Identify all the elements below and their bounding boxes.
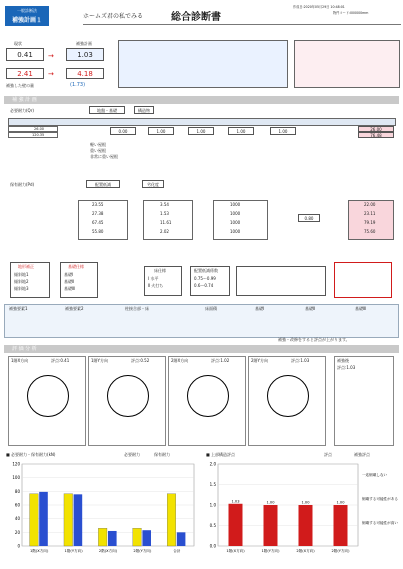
- section-analysis: 評 価 分 析: [4, 345, 399, 353]
- flow2-c2r3: 2.02: [160, 229, 169, 234]
- y-tick-label: 20: [14, 529, 20, 535]
- flow2-c2r0: 3.54: [160, 202, 169, 207]
- band-col-2: 柱接合部・床: [125, 306, 149, 311]
- increase-value: (1.73): [70, 82, 86, 88]
- flow1-box1: 地盤・基礎: [89, 106, 125, 114]
- radar-2-title: 1階Y方向: [91, 358, 108, 363]
- flow2-r3: 55.80: [92, 229, 104, 234]
- y-tick-label: 2.0: [209, 461, 216, 467]
- band-col-6: 基礎Ⅲ: [355, 306, 366, 311]
- y-tick-label: 0.5: [209, 523, 216, 528]
- score-bar: [299, 505, 313, 546]
- flow2: [4, 180, 399, 256]
- plan-score: 1.03: [66, 48, 104, 61]
- chart-left-legend-0: 必要耐力: [124, 452, 140, 457]
- x-tick-label: 合計: [173, 549, 181, 553]
- flow1-table: [8, 118, 396, 170]
- chart-right-legend-1: 補強評点: [354, 452, 370, 457]
- required-bar: [167, 494, 176, 546]
- radar-1-title: 1階X方向: [11, 358, 29, 363]
- radar-1-score: 評点:0.41: [51, 358, 70, 363]
- data-label: 1.00: [336, 500, 345, 505]
- header: [3, 3, 400, 35]
- flow2-c2r1: 1.53: [160, 211, 169, 216]
- radar-2: [88, 356, 166, 446]
- flow1-val-1: 120.35: [32, 133, 45, 137]
- required-bar: [98, 528, 107, 546]
- score-bar: [334, 505, 348, 546]
- zone-label: 倒壊する可能性が高い: [362, 521, 398, 525]
- flow2-r0: 23.55: [92, 202, 104, 207]
- radar-5-title: 補強後: [337, 358, 349, 363]
- radar-3-title: 2階X方向: [171, 358, 189, 363]
- summary-panel: [4, 40, 116, 90]
- factors-row: [4, 262, 399, 302]
- opt3-0: Ⅰ 水平: [148, 276, 159, 281]
- flow1-result-1: 76.48: [358, 132, 394, 138]
- x-tick-label: 2階(Y方向): [133, 549, 152, 553]
- y-tick-label: 40: [14, 516, 20, 522]
- band-col-4: 基礎Ⅰ: [255, 306, 265, 311]
- band-col-0: 補強要素1: [9, 306, 28, 311]
- flow2-res0: 22.00: [364, 202, 376, 207]
- flow2-c3r3: 1000: [230, 229, 241, 234]
- id-line: 物件コード:000000mm: [333, 11, 369, 15]
- radar-4-score: 評点:1.03: [291, 358, 310, 363]
- legend-band: [4, 304, 399, 338]
- radar-5-score: 評点:1.03: [337, 365, 356, 370]
- data-label: 1.03: [231, 499, 240, 504]
- chart-left: [4, 452, 200, 566]
- flow1-header-row: [8, 118, 396, 126]
- flow2-r1: 27.38: [92, 211, 104, 216]
- radar-4-title: 2階Y方向: [251, 358, 268, 363]
- flow2-mid: 0.80: [298, 214, 320, 222]
- factor-label-4: 配置低減係数: [194, 268, 218, 273]
- factor-grid: [236, 266, 326, 296]
- chart-left-title: ■ 必要耐力・保有耐力(kN): [6, 452, 56, 457]
- radar-3: [168, 356, 246, 446]
- flow1-val-2: 26.00: [34, 127, 45, 131]
- flow1-mult-2: 1.00: [148, 127, 174, 135]
- y-tick-label: 1.5: [209, 482, 216, 487]
- section-plan: 補 強 計 画: [4, 96, 399, 104]
- data-label: 1.00: [266, 500, 275, 505]
- flow1-mult-4: 1.00: [228, 127, 254, 135]
- page-title: 総合診断書: [171, 12, 221, 23]
- arrow-right-icon: →: [48, 70, 54, 78]
- flow1-note-2: 重い屋根: [90, 148, 106, 153]
- radar-1: [8, 356, 86, 446]
- structure-score-chart: [204, 460, 399, 564]
- factor-label-2: 基礎仕様: [68, 264, 84, 269]
- holding-bar: [39, 492, 48, 546]
- x-tick-label: 1階(Y方向): [64, 549, 83, 553]
- opt1-1: 傾斜地2: [14, 279, 29, 284]
- flow2-col3: [213, 200, 268, 240]
- x-tick-label: 1階(X方向): [226, 549, 245, 553]
- badge-main: 補強計画１: [11, 17, 42, 24]
- flow1-note-3: 非常に重い屋根: [90, 154, 118, 159]
- flow2-res2: 79.19: [364, 220, 376, 225]
- radar-2-score: 評点:0.52: [131, 358, 150, 363]
- radar-2-circle: [107, 375, 149, 417]
- flow2-box-a: 配置低減: [86, 180, 120, 188]
- plan-label: 補強計画: [76, 41, 92, 46]
- chart-right-title: ■ 上部構造評点: [206, 452, 236, 457]
- date-line: 作成日:2020年05月29日 10:48:01: [293, 5, 345, 9]
- radar-4: [248, 356, 326, 446]
- required-bar: [64, 494, 73, 546]
- range-to: 4.18: [66, 68, 104, 79]
- radar-row: [4, 356, 399, 448]
- holding-bar: [177, 532, 186, 546]
- zone-label: 倒壊する可能性がある: [362, 497, 398, 501]
- x-tick-label: 2階(Y方向): [331, 549, 350, 553]
- data-label: 1.00: [301, 500, 310, 505]
- band-col-5: 基礎Ⅱ: [305, 306, 315, 311]
- chart-left-legend-1: 保有耐力: [154, 452, 170, 457]
- band-col-3: 床面積: [205, 306, 217, 311]
- flow1-mult-5: 1.00: [270, 127, 296, 135]
- x-tick-label: 1階(X方向): [30, 549, 49, 553]
- y-tick-label: 60: [14, 502, 20, 508]
- factor-label-3: 床仕様: [154, 268, 166, 273]
- flow1: [4, 106, 399, 172]
- x-tick-label: 1階(Y方向): [261, 549, 280, 553]
- flow1-box2: 構造物: [134, 106, 154, 114]
- factor-box-red: [334, 262, 392, 298]
- note-bubble: 補強・改修をすると評点が上がります。: [278, 337, 350, 342]
- plan-badge: [5, 6, 49, 26]
- opt2-1: 基礎Ⅱ: [64, 279, 74, 284]
- zone-label: 一応倒壊しない: [362, 473, 388, 477]
- flow2-table: [8, 200, 396, 250]
- y-tick-label: 0.0: [209, 543, 216, 549]
- flow1-mult-3: 1.00: [188, 127, 214, 135]
- holding-bar: [108, 531, 117, 546]
- table-right: [294, 40, 400, 88]
- holding-bar: [74, 494, 83, 546]
- opt1-0: 傾斜地1: [14, 272, 29, 277]
- radar-legend: [334, 356, 394, 446]
- flow2-r2: 67.45: [92, 220, 104, 225]
- flow2-c3r0: 1000: [230, 202, 241, 207]
- y-tick-label: 1.0: [209, 502, 216, 508]
- flow1-result-2: 26.00: [358, 126, 394, 132]
- opt2-2: 基礎Ⅲ: [64, 286, 75, 291]
- opt4-0: 0.75〜0.99: [194, 276, 216, 281]
- chart-right-legend-0: 評点: [324, 452, 332, 457]
- y-tick-label: 100: [12, 475, 20, 481]
- flow2-res1: 23.11: [364, 211, 376, 216]
- x-tick-label: 2階(X方向): [98, 549, 118, 553]
- flow2-c3r2: 1000: [230, 220, 241, 225]
- factor-label-1: 地形補正: [18, 264, 34, 269]
- flow1-mult-1: 0.00: [110, 127, 136, 135]
- arrow-right-icon: →: [48, 52, 54, 60]
- flow1-note-1: 軽い屋根: [90, 142, 106, 147]
- flow2-res3: 75.60: [364, 229, 376, 234]
- x-tick-label: 2階(X方向): [296, 549, 315, 553]
- range-from: 2.41: [6, 68, 44, 79]
- current-label: 現状: [14, 41, 22, 46]
- flow2-box-b: 劣化度: [142, 180, 164, 188]
- opt1-2: 傾斜地3: [14, 286, 29, 291]
- required-holding-chart: [4, 460, 200, 564]
- radar-1-circle: [27, 375, 69, 417]
- opt2-0: 基礎Ⅰ: [64, 272, 74, 277]
- current-score: 0.41: [6, 48, 44, 61]
- flow2-c3r1: 1000: [230, 211, 241, 216]
- opt3-1: Ⅱ 火打ち: [148, 283, 164, 288]
- opt4-1: 0.6〜0.74: [194, 283, 214, 288]
- radar-3-circle: [187, 375, 229, 417]
- score-bar: [264, 505, 278, 546]
- score-bar: [229, 504, 243, 546]
- top-tables: [118, 40, 400, 90]
- chart-right: [204, 452, 399, 566]
- radar-4-circle: [267, 375, 309, 417]
- badge-top: 一般診断法: [17, 8, 37, 13]
- radar-3-score: 評点:1.02: [211, 358, 230, 363]
- increase-label: 補強した壁の量: [6, 83, 34, 88]
- required-bar: [133, 528, 142, 546]
- holding-bar: [142, 530, 151, 546]
- flow2-c2r2: 11.61: [160, 220, 172, 225]
- title-underline: [83, 24, 401, 25]
- flow1-label: 必要耐力(Qr): [10, 108, 34, 113]
- y-tick-label: 80: [14, 488, 20, 494]
- y-tick-label: 0: [17, 543, 20, 549]
- title-prefix: ホームズ君の私でみる: [83, 13, 144, 20]
- flow2-label: 保有耐力(Pd): [10, 182, 35, 187]
- table-left: [118, 40, 288, 88]
- required-bar: [30, 494, 39, 546]
- band-col-1: 補強要素2: [65, 306, 84, 311]
- y-tick-label: 120: [12, 461, 20, 467]
